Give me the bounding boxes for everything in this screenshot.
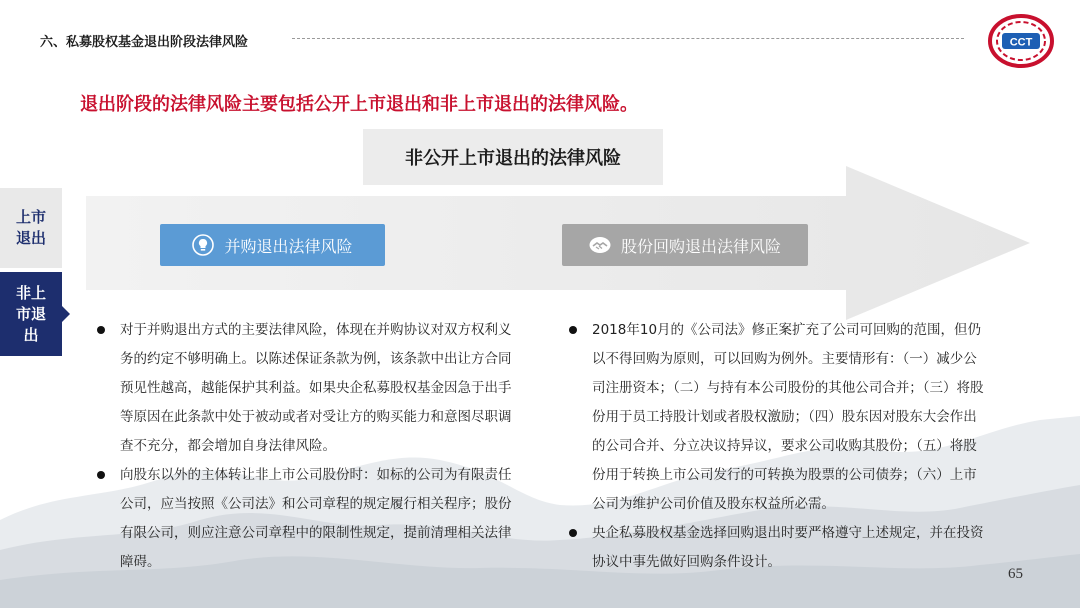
bullet-dot (97, 326, 105, 334)
active-tab-pointer (62, 306, 70, 322)
bullet-text: 央企私募股权基金选择回购退出时要严格遵守上述规定，并在投资协议中事先做好回购条件设计。 (592, 525, 984, 570)
merger-exit-text-column (92, 316, 512, 577)
bullet-dot (569, 529, 577, 537)
bullet-item (92, 461, 512, 577)
pill-label: 并购退出法律风险 (224, 236, 353, 256)
side-tab-listed-exit[interactable] (0, 188, 62, 268)
lightbulb-icon (192, 234, 214, 256)
bullet-dot (569, 326, 577, 334)
bullet-text: 2018年10月的《公司法》修正案扩充了公司可回购的范围，但仍以不得回购为原则，可以回购为例外。主要情形有：（一）减少公司注册资本；（二）与持有本公司股份的其他公司合并；（三）将股份用于员工持股计划或者股权激励；（四）股东因对股东大会作出的公司合并、分立决议持异议，要求公司收购其股份；（五）将股份用于转换上市公司发行的可转换为股票的公司债券；（六）上市公司为维护公司价值及股东权益所必需。 (592, 322, 984, 512)
bullet-dot (97, 471, 105, 479)
page-number: 65 (1008, 566, 1023, 582)
merger-exit-risk-button[interactable] (160, 224, 385, 266)
bullet-item (92, 316, 512, 461)
bullet-text: 对于并购退出方式的主要法律风险，体现在并购协议对双方权利义务的约定不够明确上。以陈述保证条款为例，该条款中出让方合同预见性越高，越能保护其利益。如果央企私募股权基金因急于出手等原因在此条款中处于被动或者对受让方的购买能力和意图尽职调查不充分，都会增加自身法律风险。 (120, 322, 512, 454)
side-tab-label: 上市退出 (15, 208, 46, 247)
handshake-icon (589, 234, 611, 256)
buyback-exit-risk-button[interactable] (562, 224, 808, 266)
header-title: 六、私募股权基金退出阶段法律风险 (40, 35, 249, 50)
side-tab-label: 非上市退出 (15, 283, 46, 344)
header-divider (292, 38, 964, 39)
side-tab-unlisted-exit[interactable] (0, 272, 62, 356)
pill-label: 股份回购退出法律风险 (620, 236, 781, 256)
bullet-text: 向股东以外的主体转让非上市公司股份时：如标的公司为有限责任公司，应当按照《公司法》和公司章程的规定履行相关程序；股份有限公司，则应注意公司章程中的限制性规定，提前清理相关法律障碍。 (120, 467, 512, 570)
bullet-item (564, 316, 984, 519)
logo-text: CCT (1009, 36, 1033, 49)
slide-subtitle: 退出阶段的法律风险主要包括公开上市退出和非上市退出的法律风险。 (80, 94, 638, 115)
cct-logo (988, 14, 1054, 68)
section-title: 非公开上市退出的法律风险 (363, 129, 663, 185)
buyback-exit-text-column (564, 316, 984, 577)
bullet-item (564, 519, 984, 577)
